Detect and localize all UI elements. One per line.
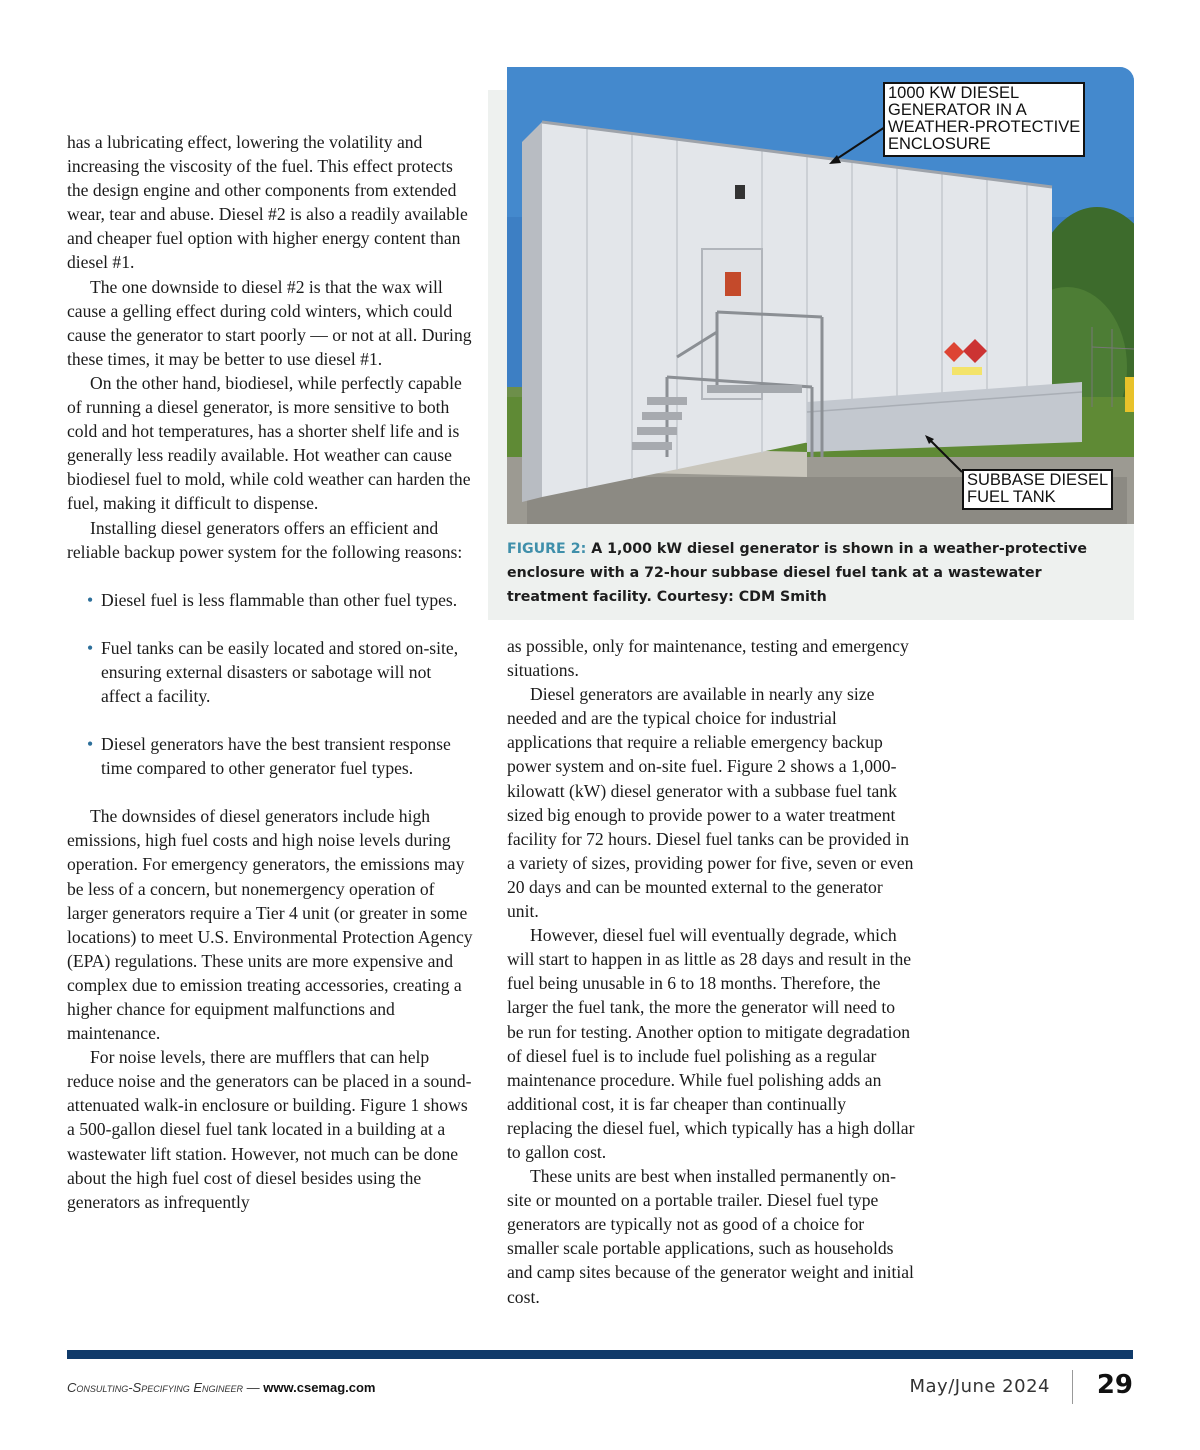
body-paragraph: However, diesel fuel will eventually degrade, which will start to happen in as little as 28 days and result in the fuel being unusable in 6 to 18 months. Therefore, the larger the fuel tank, the more the generator will need to be run for testing. Another option to mitigate degradation of diesel fuel is to include fuel polishing as a regular maintenance procedure. While fuel polishing adds an additional cost, it is far cheaper than continually replacing the diesel fuel, which typically has a high dollar to gallon cost. (507, 925, 915, 1162)
bullet-list (67, 588, 475, 781)
body-paragraph: For noise levels, there are mufflers that can help reduce noise and the generators can be placed in a sound-attenuated walk-in enclosure or building. Figure 1 shows a 500-gallon diesel fuel tank located in a building at a wastewater lift station. However, not much can be done about the high fuel cost of diesel besides using the generators as infrequently (67, 1047, 472, 1212)
body-paragraph: The one downside to diesel #2 is that the wax will cause a gelling effect during cold winters, which could cause the generator to start poorly — or not at all. During these times, it may be better to use diesel #1. (67, 276, 472, 369)
bullet-item: • Diesel fuel is less flammable than other fuel types. (101, 588, 475, 612)
caption-text: A 1,000 kW diesel generator is shown in a weather-protective enclosure with a 72-hour subbase diesel fuel tank at a wastewater treatment facility. Courtesy: CDM Smith (507, 541, 1088, 605)
body-paragraph: These units are best when installed permanently on-site or mounted on a portable trailer. Diesel fuel type generators are typically not as good of a choice for smaller scale portable applications, such as households and camp sites because of the generator weight and initial cost. (507, 1166, 914, 1307)
magazine-url[interactable]: www.csemag.com (263, 1380, 376, 1395)
figure-caption (507, 537, 1117, 609)
bullet-item: • Diesel generators have the best transient response time compared to other generator fuel types. (101, 732, 475, 780)
callout-fuel-tank: SUBBASE DIESEL FUEL TANK (962, 469, 1113, 510)
page-number: 29 (1096, 1370, 1133, 1400)
generator-photo (507, 67, 1134, 524)
footer-separator: — (243, 1380, 264, 1395)
right-column (507, 634, 915, 1309)
body-paragraph: Installing diesel generators offers an efficient and reliable backup power system for the following reasons: (67, 517, 463, 562)
bullet-item: • Fuel tanks can be easily located and stored on-site, ensuring external disasters or sabotage will not affect a facility. (101, 636, 475, 708)
footer-rule (67, 1350, 1133, 1359)
body-paragraph: has a lubricating effect, lowering the volatility and increasing the viscosity of the fuel. This effect protects the design engine and other components from extended wear, tear and abuse. Diesel #2 is also a readily available and cheaper fuel option with higher energy content than diesel #1. (67, 132, 468, 273)
footer-divider (1072, 1370, 1073, 1404)
magazine-name: Consulting-Specifying Engineer (67, 1380, 244, 1395)
body-paragraph: as possible, only for maintenance, testing and emergency situations. (507, 636, 909, 681)
body-paragraph: On the other hand, biodiesel, while perfectly capable of running a diesel generator, is more sensitive to both cold and hot temperatures, has a shorter shelf life and is generally less readily available. Hot weather can cause biodiesel fuel to mold, while cold weather can harden the fuel, making it difficult to dispense. (67, 372, 471, 514)
publication-line (67, 1380, 376, 1395)
body-paragraph: The downsides of diesel generators include high emissions, high fuel costs and high noise levels during operation. For emergency generators, the emissions may be less of a concern, but nonemergency operation of larger generators require a Tier 4 unit (or greater in some locations) to meet U.S. Environmental Protection Agency (EPA) regulations. These units are more expensive and complex due to emission treating accessories, creating a higher chance for equipment malfunctions and maintenance. (67, 806, 473, 1044)
left-column (67, 130, 475, 1214)
caption-label: FIGURE 2: (507, 541, 587, 557)
body-paragraph: Diesel generators are available in nearly any size needed and are the typical choice for industrial applications that require a reliable emergency backup power system and on-site fuel. Figure 2 shows a 1,000-kilowatt (kW) diesel generator with a subbase fuel tank sized big enough to provide power to a water treatment facility for 72 hours. Diesel fuel tanks can be provided in a variety of sizes, providing power for five, seven or even 20 days and can be mounted external to the generator unit. (507, 684, 914, 922)
callout-generator: 1000 KW DIESEL GENERATOR IN A WEATHER-PROTECTIVE ENCLOSURE (883, 82, 1085, 157)
issue-date: May/June 2024 (909, 1376, 1050, 1397)
